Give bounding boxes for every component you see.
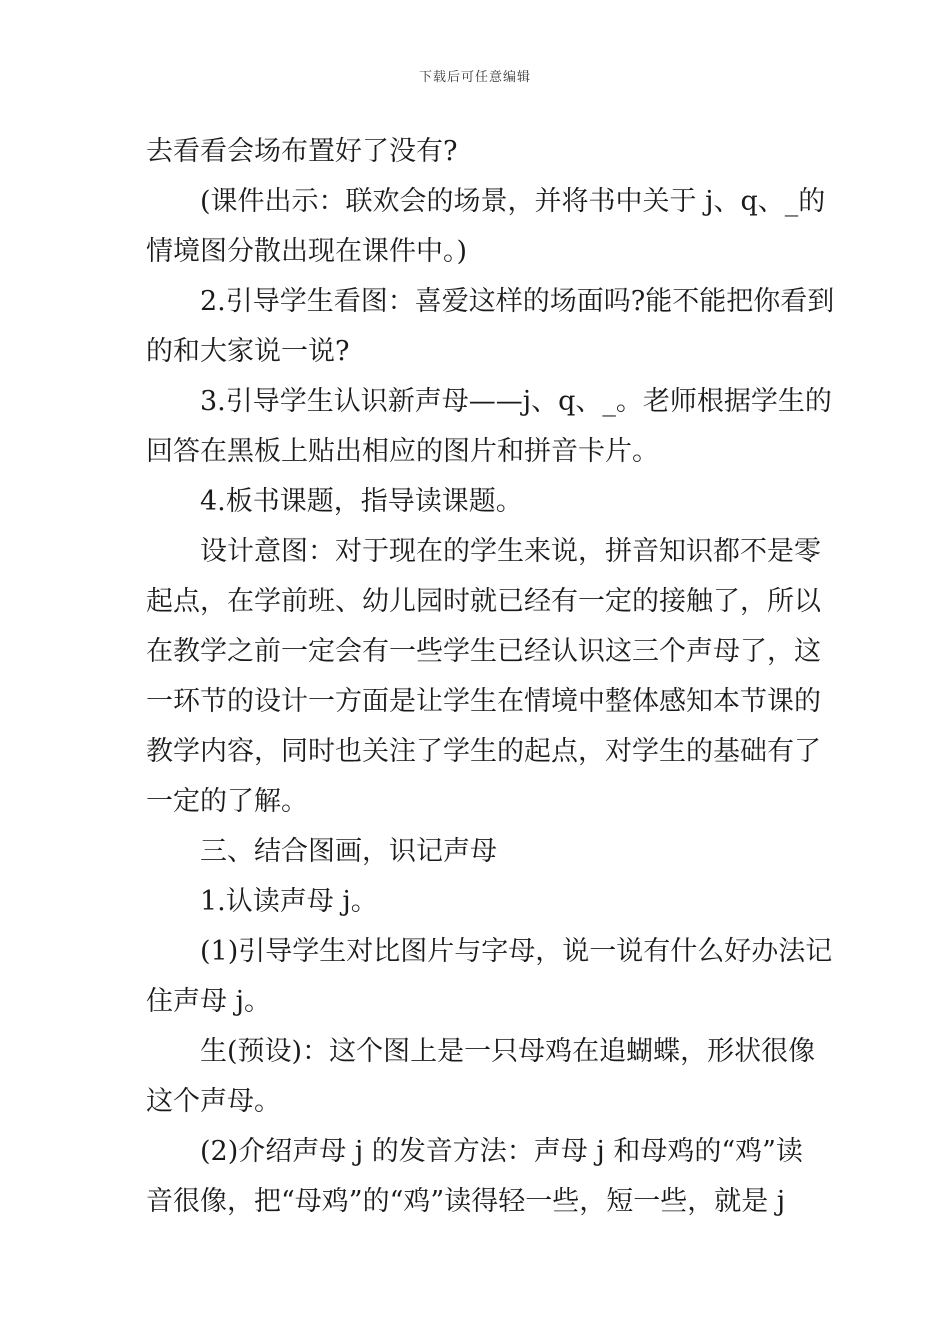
text-line: 1.认读声母 j。 [200, 886, 378, 917]
text-line: (2)介绍声母 j 的发音方法：声母 j 和母鸡的“鸡”读 [200, 1136, 803, 1167]
text-line: 设计意图：对于现在的学生来说，拼音知识都不是零 [200, 536, 821, 567]
text-line: (课件出示：联欢会的场景，并将书中关于 j、q、_的 [200, 186, 826, 217]
text-line: 回答在黑板上贴出相应的图片和拼音卡片。 [146, 436, 659, 467]
body-text [146, 127, 835, 1227]
text-line: 的和大家说一说? [146, 336, 350, 367]
text-line: 生(预设)：这个图上是一只母鸡在追蝴蝶，形状很像 [200, 1036, 816, 1067]
text-line: 一定的了解。 [146, 786, 308, 817]
text-line: (1)引导学生对比图片与字母，说一说有什么好办法记 [200, 936, 833, 967]
text-line: 三、结合图画，识记声母 [200, 836, 497, 867]
text-line: 2.引导学生看图：喜爱这样的场面吗?能不能把你看到 [200, 286, 835, 317]
text-line: 4.板书课题，指导读课题。 [200, 486, 523, 517]
text-line: 3.引导学生认识新声母——j、q、_。老师根据学生的 [200, 386, 832, 417]
text-line: 一环节的设计一方面是让学生在情境中整体感知本节课的 [146, 686, 821, 717]
text-line: 这个声母。 [146, 1086, 281, 1117]
text-line: 情境图分散出现在课件中。) [146, 236, 468, 267]
page-header: 下载后可任意编辑 [418, 70, 531, 85]
text-line: 音很像，把“母鸡”的“鸡”读得轻一些，短一些，就是 j [146, 1186, 786, 1217]
text-line: 教学内容，同时也关注了学生的起点，对学生的基础有了 [146, 736, 821, 767]
text-line: 在教学之前一定会有一些学生已经认识这三个声母了，这 [146, 636, 821, 667]
text-line: 起点，在学前班、幼儿园时就已经有一定的接触了，所以 [146, 586, 821, 617]
text-line: 去看看会场布置好了没有? [146, 136, 458, 167]
text-line: 住声母 j。 [146, 986, 271, 1017]
